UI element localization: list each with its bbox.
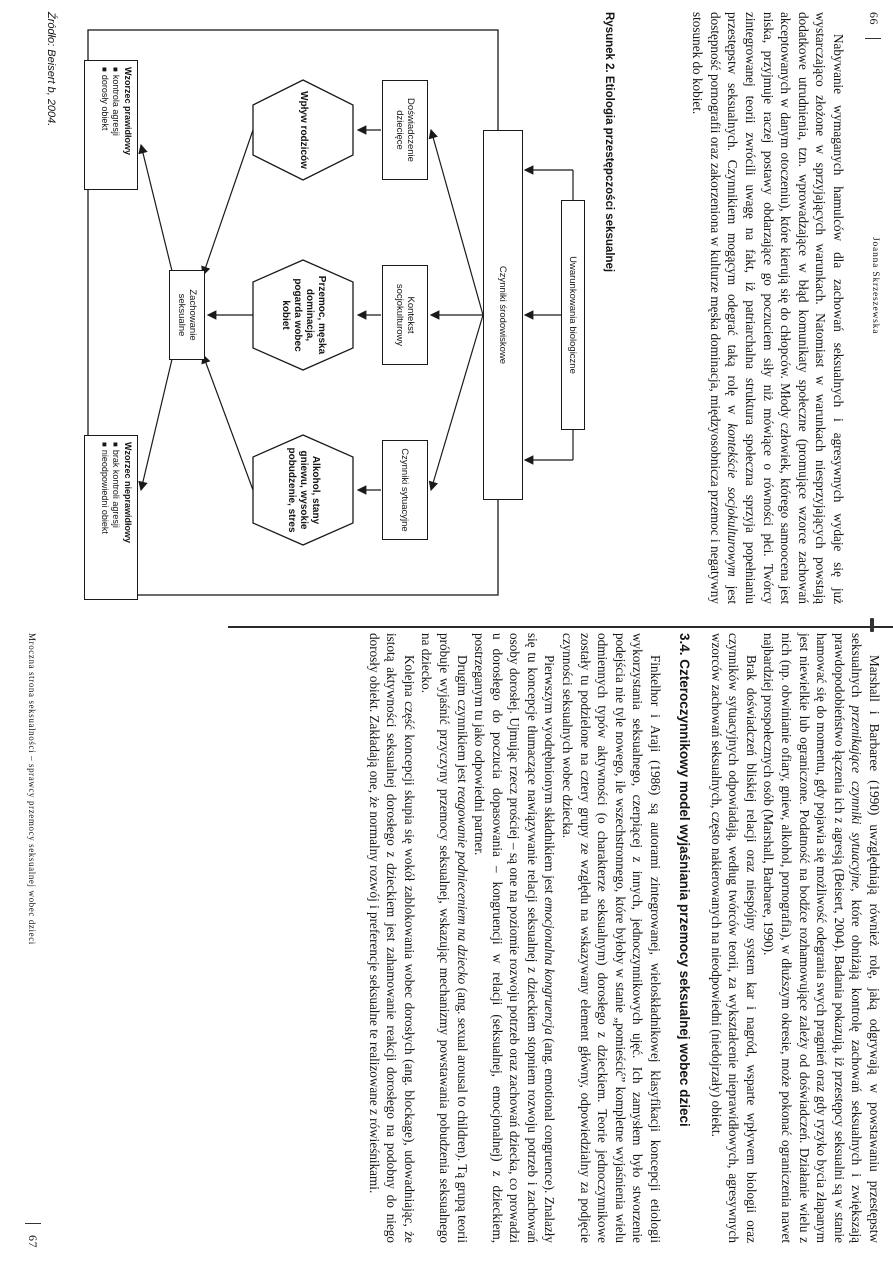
right-paragraph-2: Brak doświadczeń bliskiej relacji oraz niespójny system kar i nagród, wsparte wpływem biologii oraz czynników sytuacyjnych odpowiadają, według twórców teorii, za wykształcenie nieprawidłowych, agresywnych wzorców zachowań seksualnych, często nakierowanych na nieodpowiedni (niedojrzały) obiekt.	[708, 633, 759, 1243]
header-divider	[25, 1223, 41, 1224]
right-paragraph-5: Drugim czynnikiem jest reagowanie podnieceniem na dziecko (ang. sexual arousal to children). Tą grupą teorii próbuje wyjaśnić przyczyny przemocy seksualnej, wskazując mechanizmy powstawania pobudzenia seksualnego na dziecko.	[419, 633, 470, 1243]
right-page	[0, 623, 893, 1263]
left-page-number: 66	[867, 12, 881, 25]
header-divider	[865, 38, 881, 39]
proper-pattern-item: ■ kontrola agresji	[110, 67, 121, 183]
left-running-head-author: Joanna Skrzeszewska	[870, 237, 880, 335]
proper-pattern-title: Wzorzec prawidłowy	[123, 67, 133, 156]
section-heading: 3.4. Czteroczynnikowy model wyjaśniania przemocy seksualnej wobec dzieci	[677, 633, 693, 1127]
hexagon-parents-label: Wpływ rodziców	[298, 91, 309, 169]
right-running-head-title: Mroczna strona seksualności – sprawcy przemocy seksualnej wobec dzieci	[27, 633, 37, 945]
left-body-text	[689, 12, 847, 604]
biological-conditions-box: Uwarunkowania biologiczne	[561, 200, 585, 430]
left-page	[0, 0, 893, 620]
figure-caption: Rysunek 2. Etiologia przestępczości seksualnej	[603, 12, 615, 273]
improper-pattern-item: ■ brak kontroli agresji	[110, 442, 121, 593]
right-paragraph-1: Marshall i Barbaree (1990) uwzględniają również rolę, jaką odgrywają w powstawaniu przestępstw seksualnych przenikające czynniki sytuacyjne, które obniżają kontrolę zachowań seksualnych i zwiększają prawdopodobieństwo łączenia ich z agresją (Beisert, 2004). Badania pokazują, iż przestępcy seksualni są w stanie hamować się do momentu, gdy pojawia się możliwość odegrania swych pragnień oraz gdy ryzyko bycia złapanym jest niewielkie lub ograniczone. Podatność na bodźce rozhamowujące zależy od doświadczeń. Działanie wielu z nich (np. obwinianie ofiary, gniew, alkohol, pornografia), w dłuższym okresie, może pokonać ograniczenia nawet najbardziej prospołecznych osób (Marshall, Barbaree, 1990).	[761, 633, 882, 1243]
improper-pattern-box	[84, 435, 138, 600]
etiology-diagram	[73, 20, 593, 610]
sexual-behavior-box: Zachowanie seksualne	[169, 270, 205, 360]
proper-pattern-item: ■ dorosły obiekt	[99, 67, 110, 183]
right-paragraph-4: Pierwszym wyodrębnionym składnikiem jest emocjonalna kongruencja (ang. emotional congruence). Znalazły się tu koncepcje tłumaczące nawiązywanie relacji seksualnej z dzieckiem stopniem rozwoju potrzeb i zachowań osoby dorosłej. Ujmując rzecz prościej – są one na poziomie rozwoju potrzeb oraz zachowań dziecka, co prowadzi u dorosłego do poczucia dopasowania – kongruencji w relacji (seksualnej, emocjonalnej) z dzieckiem, postrzeganym tu jako odpowiedni partner.	[472, 633, 558, 1243]
left-paragraph: Nabywanie wymaganych hamulców dla zachowań seksualnych i agresywnych wydaje się już wystarczająco złożone w sprzyjających warunkach. Natomiast w warunkach niesprzyjających powstają dodatkowe utrudnienia, tzn. wprowadzające w błąd komunikaty społeczne (promujące wzorce zachowań akceptowanych w danym otoczeniu), które kierują się do chłopców. Młody człowiek, którego samoocena jest niska, przyjmuje raczej postawy obdarzające go poczuciem siły niż mówiące o równości płci. Twórcy zintegrowanej teorii zwrócili uwagę na fakt, iż patriarchalna struktura społeczna sprzyja popełnianiu przestępstw seksualnych. Czynnikiem mogącym odegrać taką rolę w kontekście socjokulturowym jest dostępność pornografii oraz zakorzeniona w kulturze męska dominacja, międzyosobnicza przemoc i negatywny stosunek do kobiet.	[690, 12, 846, 604]
hexagon-alcohol-label: Alkohol, stany gniewu, wysokie pobudzenie, stres	[286, 447, 321, 533]
improper-pattern-item: ■ nieodpowiedni obiekt	[99, 442, 110, 593]
right-paragraph-3: Finkelhor i Araji (1986) są autorami zintegrowanej, wieloskładnikowej klasyfikacji koncepcji etiologii wykorzystania seksualnego, czerpiącej z innych, jednoczynnikowych ujęć. Ich zamysłem było stworzenie podejścia nie tyle nowego, ile wszechstronnego, które byłoby w stanie „pomieścić” kompletne wyjaśnienia wielu odmiennych typów aktywności (o charakterze seksualnym) dorosłego z dzieckiem. Teorie jednoczynnikowe zostały tu podzielone na cztery grupy ze względu na wskazywany element główny, odpowiedzialny za podjęcie czynności seksualnych wobec dziecka.	[560, 633, 664, 1243]
figure-source: Źródło: Beisert b, 2004.	[45, 12, 57, 127]
situational-factors-box: Czynniki sytuacyjne	[382, 440, 428, 540]
sociocultural-context-box: Kontekst socjokulturowy	[382, 265, 428, 365]
environmental-factors-box: Czynniki środowiskowe	[483, 130, 523, 500]
proper-pattern-box	[84, 60, 138, 190]
childhood-experience-box: Doświadczenie dziecięce	[382, 80, 428, 180]
right-page-number: 67	[26, 1235, 40, 1249]
right-running-head	[21, 623, 41, 1251]
hexagon-violence-label: Przemoc, męska dominacja, pogarda wobec kobiet	[280, 275, 327, 355]
improper-pattern-title: Wzorzec nieprawidłowy	[123, 442, 133, 544]
right-paragraph-6: Kolejna część koncepcji skupia się wokół zablokowania wobec dorosłych (ang. blockage), udowadniając, że istotą aktywności seksualnej dorosłego z dzieckiem jest zahamowanie reakcji dorosłego na podobny do niego dorosły obiekt. Zakładają one, że normalny rozwój i preferencje seksualne te realizowane z rówieśnikami.	[366, 633, 417, 1243]
right-body-text	[365, 633, 883, 1243]
